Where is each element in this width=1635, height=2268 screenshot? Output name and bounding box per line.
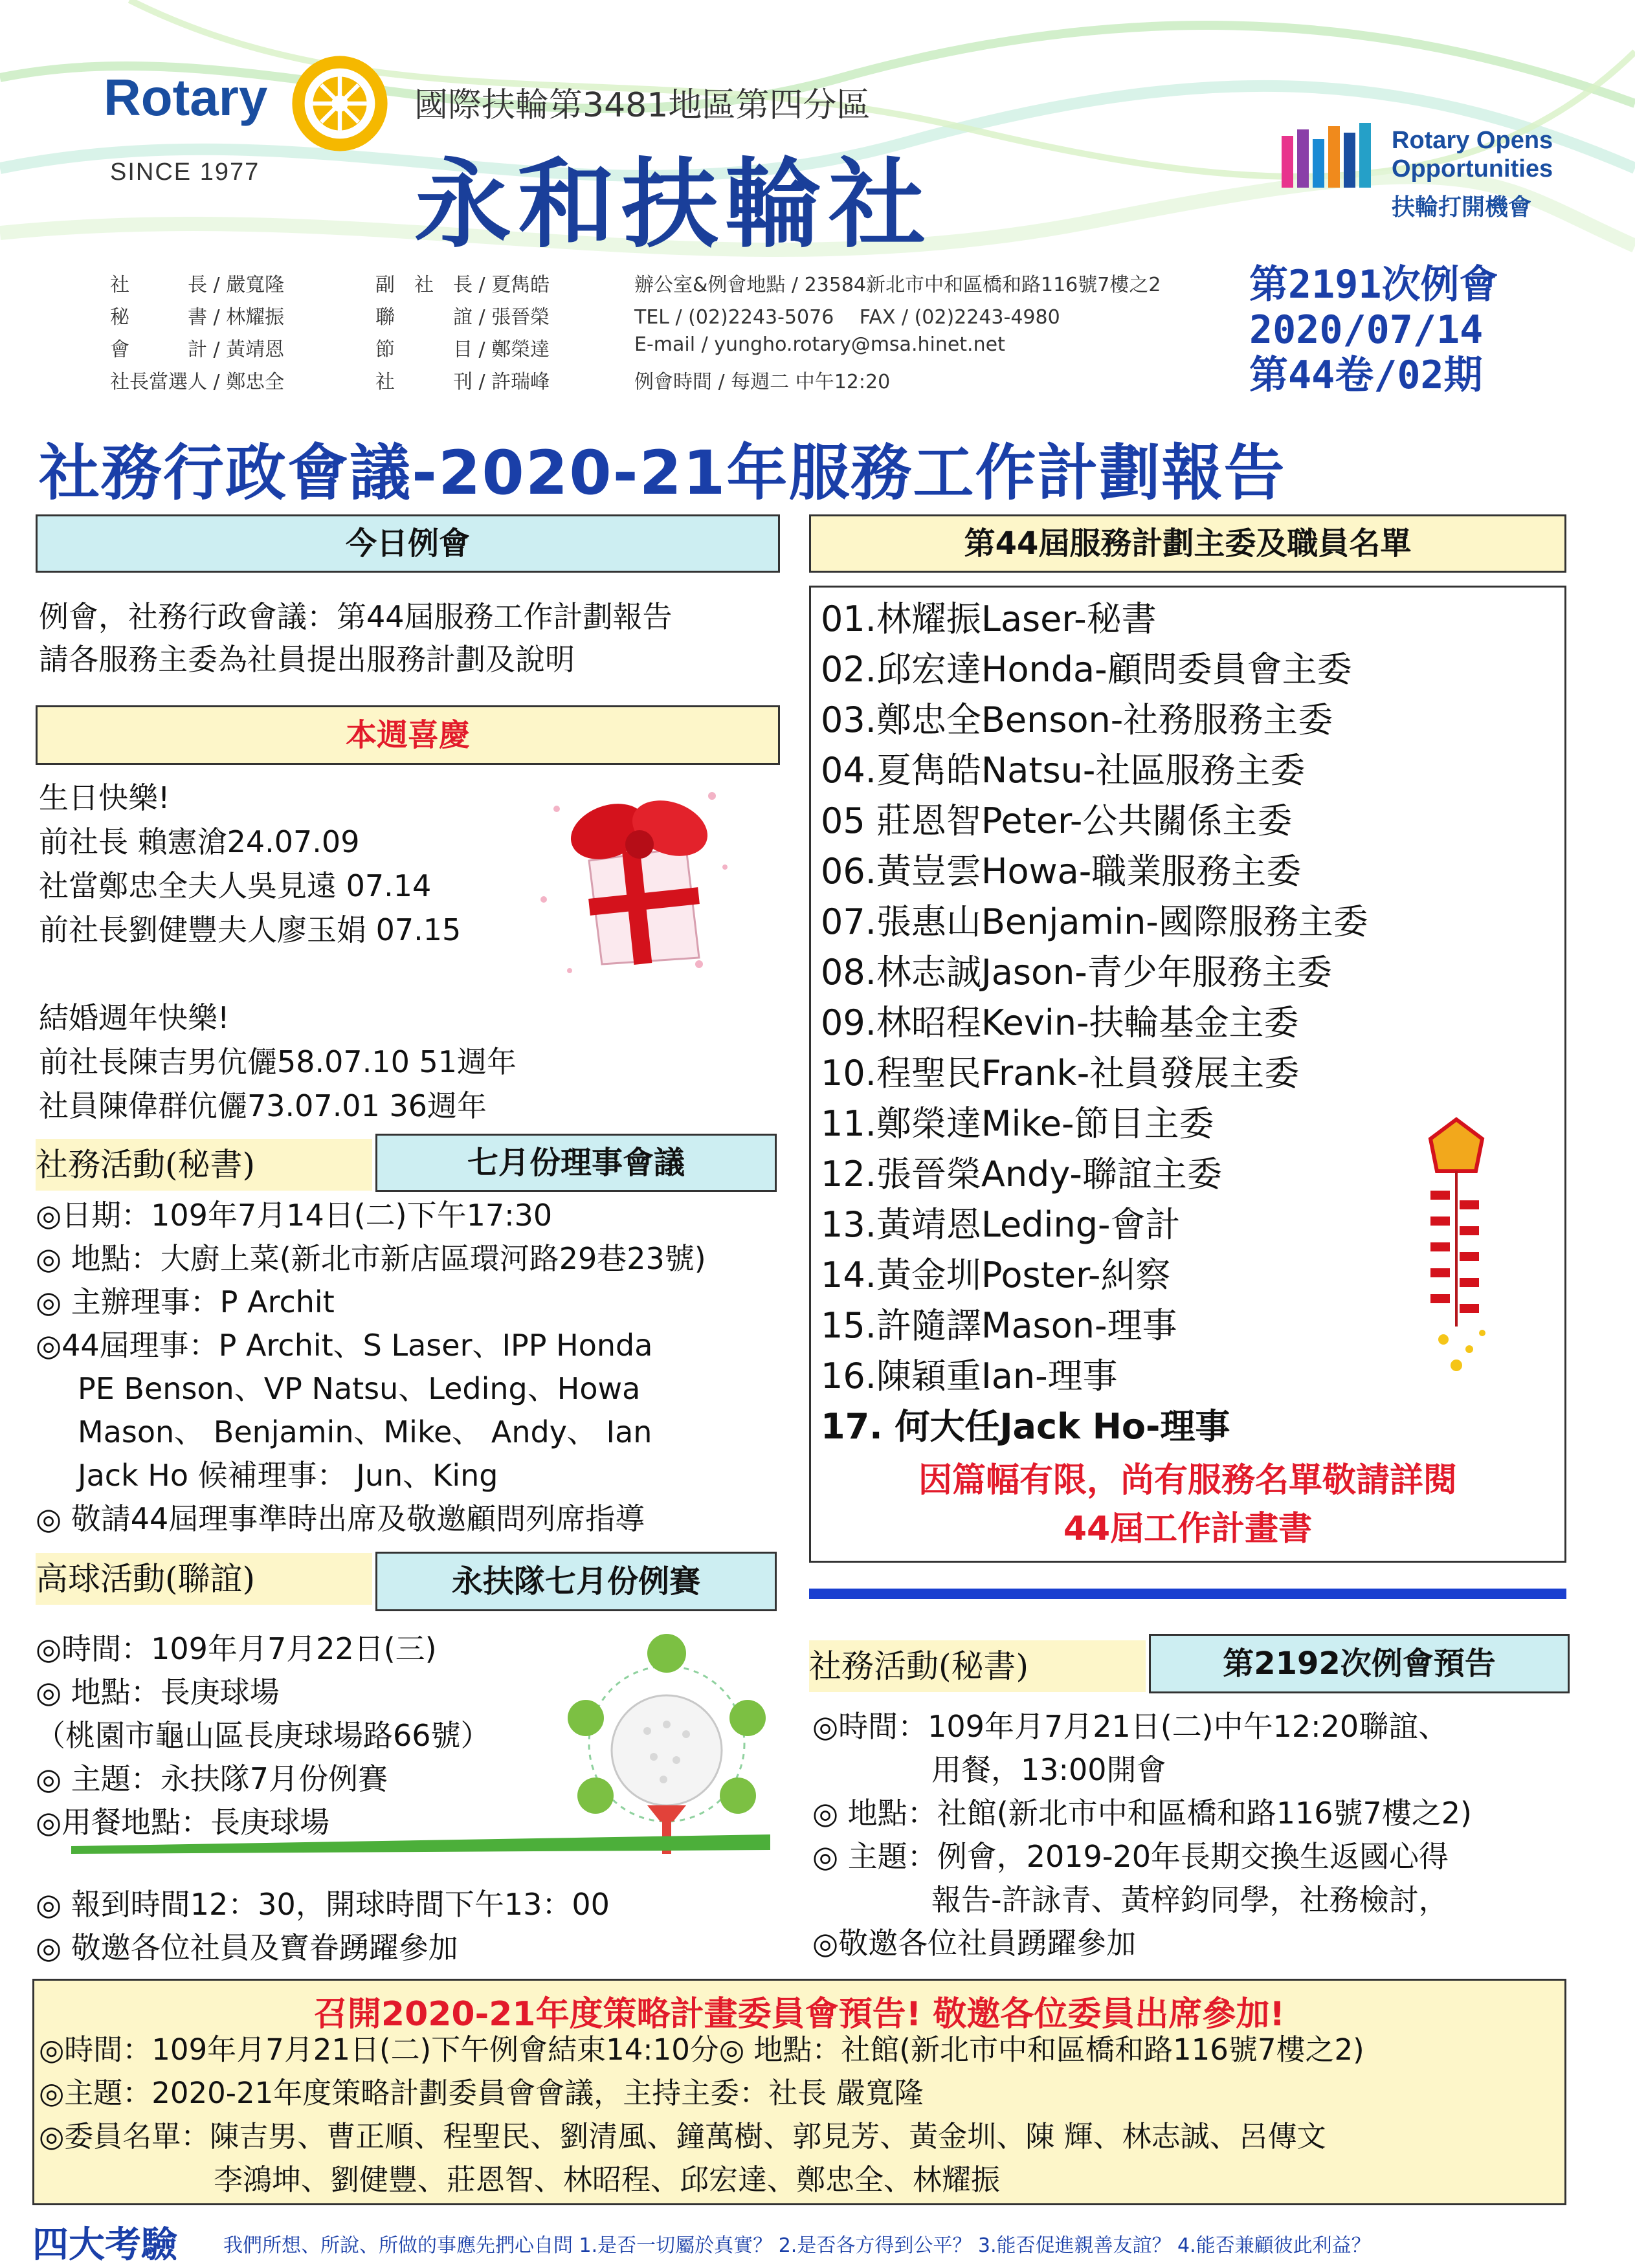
golf-label: 高球活動(聯誼) xyxy=(36,1553,372,1605)
committee-heading: 第44屆服務計劃主委及職員名單 xyxy=(809,514,1566,573)
golf-heading: 永扶隊七月份例賽 xyxy=(375,1552,777,1611)
officer-title: 副 社 長 xyxy=(375,274,473,296)
board-line: ◎ 地點：大廚上菜(新北市新店區環河路29巷23號) xyxy=(36,1241,706,1276)
meeting-date: 2020/07/14 xyxy=(1249,307,1484,353)
board-line: ◎44屆理事：P Archit、S Laser、IPP Honda xyxy=(36,1328,653,1363)
gift-icon xyxy=(531,770,738,984)
next-line: ◎ 地點：社館(新北市中和區橋和路116號7樓之2) xyxy=(812,1796,1472,1831)
officer-row: 秘 書 / 林耀振 xyxy=(110,306,285,329)
green-divider xyxy=(71,1834,770,1860)
officer-row: 聯 誼 / 張晉榮 xyxy=(375,306,550,329)
committee-item: 17. 何大任Jack Ho-理事 xyxy=(821,1406,1230,1447)
contact-info xyxy=(634,269,1161,398)
committee-item: 14.黃金圳Poster-糾察 xyxy=(821,1255,1171,1295)
anniversary-item: 社員陳偉群伉儷73.07.01 36週年 xyxy=(39,1088,487,1123)
page-title: 社務行政會議-2020-21年服務工作計劃報告 xyxy=(39,438,1286,509)
meeting-number: 第2191次例會 xyxy=(1249,262,1498,307)
golf-ball-icon xyxy=(557,1621,777,1860)
officers-col2 xyxy=(375,269,550,398)
officer-title: 社 長 xyxy=(110,274,207,296)
officer-name: 許瑞峰 xyxy=(491,371,550,393)
officers-col1 xyxy=(110,269,284,398)
committee-item: 01.林耀振Laser-秘書 xyxy=(821,599,1157,639)
officer-name: 鄭榮達 xyxy=(491,338,550,361)
committee-note1: 因篇幅有限，尚有服務名單敬請詳閱 xyxy=(918,1461,1457,1500)
next-line: 用餐，13:00開會 xyxy=(812,1752,1166,1787)
committee-item: 15.許隨譯Mason-理事 xyxy=(821,1305,1177,1346)
committee-item: 02.邱宏達Honda-顧問委員會主委 xyxy=(821,649,1352,690)
four-way-test-title: 四大考驗 xyxy=(32,2224,177,2266)
officer-name: 黃靖恩 xyxy=(226,338,285,361)
rotary-logo-text: Rotary xyxy=(104,69,268,126)
committee-item: 05 莊恩智Peter-公共關係主委 xyxy=(821,800,1293,841)
anniversary-title: 結婚週年快樂! xyxy=(39,1000,230,1035)
golf-line: （桃園市龜山區長庚球場路66號） xyxy=(36,1718,491,1753)
officer-row: 副 社 長 / 夏雋皓 xyxy=(375,274,550,296)
birthday-item: 前社長 賴憲滄24.07.09 xyxy=(39,824,360,859)
officer-name: 夏雋皓 xyxy=(491,274,550,296)
today-heading: 今日例會 xyxy=(36,514,780,573)
committee-note2: 44屆工作計畫書 xyxy=(1063,1510,1313,1548)
officer-row: 社 刊 / 許瑞峰 xyxy=(375,371,550,393)
today-line: 例會，社務行政會議：第44屆服務工作計劃報告 xyxy=(39,599,673,634)
since-year: SINCE 1977 xyxy=(110,159,260,186)
golf-line: ◎時間：109年月7月22日(三) xyxy=(36,1631,437,1666)
officer-row: 會 計 / 黃靖恩 xyxy=(110,338,285,361)
firecracker-icon xyxy=(1392,1113,1521,1385)
officer-title: 節 目 xyxy=(375,338,473,361)
officer-title: 秘 書 xyxy=(110,306,207,329)
next-line: 報告-許詠青、黃梓鈞同學，社務檢討， xyxy=(812,1882,1449,1917)
birthday-item: 社當鄭忠全夫人吳見遠 07.14 xyxy=(39,868,432,903)
strategy-line: ◎委員名單：陳吉男、曹正順、程聖民、劉清風、鐘萬樹、郭見芳、黃金圳、陳 輝、林志誠、呂傳文 xyxy=(39,2119,1326,2153)
board-line: PE Benson、VP Natsu、Leding、Howa xyxy=(78,1371,641,1406)
meeting-volume: 第44卷/02期 xyxy=(1249,353,1483,398)
committee-item: 09.林昭程Kevin-扶輪基金主委 xyxy=(821,1002,1299,1043)
board-line: Jack Ho 候補理事： Jun、King xyxy=(78,1458,498,1493)
board-line: ◎ 敬請44屆理事準時出席及敬邀顧問列席指導 xyxy=(36,1501,645,1536)
rotary-opens-text xyxy=(1392,126,1553,183)
board-line: ◎日期：109年7月14日(二)下午17:30 xyxy=(36,1198,553,1233)
committee-item: 03.鄭忠全Benson-社務服務主委 xyxy=(821,699,1333,740)
rotary-wheel-icon xyxy=(288,52,392,155)
next-label: 社務活動(秘書) xyxy=(809,1640,1146,1692)
next-heading: 第2192次例會預告 xyxy=(1149,1634,1570,1693)
committee-item: 12.張晉榮Andy-聯誼主委 xyxy=(821,1154,1222,1195)
officer-title: 會 計 xyxy=(110,338,207,361)
committee-item: 08.林志誠Jason-青少年服務主委 xyxy=(821,952,1332,993)
officer-name: 林耀振 xyxy=(226,306,285,329)
officer-title: 社 刊 xyxy=(375,371,473,393)
roo-line1: Rotary Opens xyxy=(1392,127,1553,154)
committee-item: 11.鄭榮達Mike-節目主委 xyxy=(821,1103,1214,1144)
district-name: 國際扶輪第3481地區第四分區 xyxy=(414,86,871,125)
golf-line: ◎用餐地點：長庚球場 xyxy=(36,1805,330,1840)
roo-chinese: 扶輪打開機會 xyxy=(1392,194,1532,221)
officer-title: 聯 誼 xyxy=(375,306,473,329)
blue-divider xyxy=(809,1589,1566,1599)
officer-name: 張晉榮 xyxy=(491,306,550,329)
board-heading: 七月份理事會議 xyxy=(375,1134,777,1192)
birthday-title: 生日快樂! xyxy=(39,780,170,815)
committee-list xyxy=(821,594,1368,1452)
committee-item: 07.張惠山Benjamin-國際服務主委 xyxy=(821,901,1368,942)
officer-name: 鄭忠全 xyxy=(226,371,285,393)
meeting-info xyxy=(1249,262,1498,398)
officer-row: 社 長 / 嚴寬隆 xyxy=(110,274,285,296)
four-way-test-text: 我們所想、所說、所做的事應先捫心自問 1.是否一切屬於真實？ 2.是否各方得到公平？ 3.能否促進親善友誼？ 4.能否兼顧彼此利益？ xyxy=(223,2234,1371,2257)
committee-item: 16.陳穎重Ian-理事 xyxy=(821,1356,1118,1396)
board-line: ◎ 主辦理事：P Archit xyxy=(36,1284,335,1319)
strategy-line: ◎主題：2020-21年度策略計劃委員會會議，主持主委：社長 嚴寬隆 xyxy=(39,2076,924,2110)
committee-item: 06.黃豈雲Howa-職業服務主委 xyxy=(821,851,1302,892)
tel-fax: TEL / (02)2243-5076 FAX / (02)2243-4980 xyxy=(634,306,1060,329)
officer-name: 嚴寬隆 xyxy=(226,274,285,296)
meeting-time: 例會時間 / 每週二 中午12:20 xyxy=(634,371,891,393)
next-line: ◎ 主題：例會，2019-20年長期交換生返國心得 xyxy=(812,1839,1449,1874)
committee-item: 04.夏雋皓Natsu-社區服務主委 xyxy=(821,750,1306,791)
celebration-heading: 本週喜慶 xyxy=(36,705,780,765)
golf-line: ◎ 地點：長庚球場 xyxy=(36,1675,280,1710)
committee-item: 10.程聖民Frank-社員發展主委 xyxy=(821,1053,1300,1094)
board-label: 社務活動(秘書) xyxy=(36,1139,372,1191)
strategy-line: 李鴻坤、劉健豐、莊恩智、林昭程、邱宏達、鄭忠全、林耀振 xyxy=(39,2163,1001,2197)
golf-line2: ◎ 敬邀各位社員及寶眷踴躍參加 xyxy=(36,1930,458,1965)
birthday-item: 前社長劉健豐夫人廖玉娟 07.15 xyxy=(39,912,462,947)
rotary-opens-logo-icon xyxy=(1282,123,1379,194)
strategy-title: 召開2020-21年度策略計畫委員會預告! 敬邀各位委員出席參加! xyxy=(313,1995,1285,2034)
club-name: 永和扶輪社 xyxy=(414,148,933,261)
email: E-mail / yungho.rotary@msa.hinet.net xyxy=(634,333,1005,356)
officer-title: 社長當選人 xyxy=(110,371,207,393)
office-address: 辦公室&例會地點 / 23584新北市中和區橋和路116號7樓之2 xyxy=(634,274,1161,296)
anniversary-item: 前社長陳吉男伉儷58.07.10 51週年 xyxy=(39,1044,517,1079)
officer-row: 節 目 / 鄭榮達 xyxy=(375,338,550,361)
golf-line2: ◎ 報到時間12：30，開球時間下午13：00 xyxy=(36,1887,610,1922)
next-line: ◎時間：109年月7月21日(二)中午12:20聯誼、 xyxy=(812,1709,1449,1744)
officer-row: 社長當選人 / 鄭忠全 xyxy=(110,371,285,393)
board-line: Mason、 Benjamin、Mike、 Andy、 Ian xyxy=(78,1415,652,1449)
committee-item: 13.黃靖恩Leding-會計 xyxy=(821,1204,1181,1245)
roo-line2: Opportunities xyxy=(1392,155,1553,182)
strategy-line: ◎時間：109年月7月21日(二)下午例會結束14:10分◎ 地點：社館(新北市中和區橋和路116號7樓之2) xyxy=(39,2032,1364,2067)
next-line: ◎敬邀各位社員踴躍參加 xyxy=(812,1926,1137,1961)
golf-line: ◎ 主題：永扶隊7月份例賽 xyxy=(36,1761,388,1796)
today-line: 請各服務主委為社員提出服務計劃及說明 xyxy=(39,642,575,677)
